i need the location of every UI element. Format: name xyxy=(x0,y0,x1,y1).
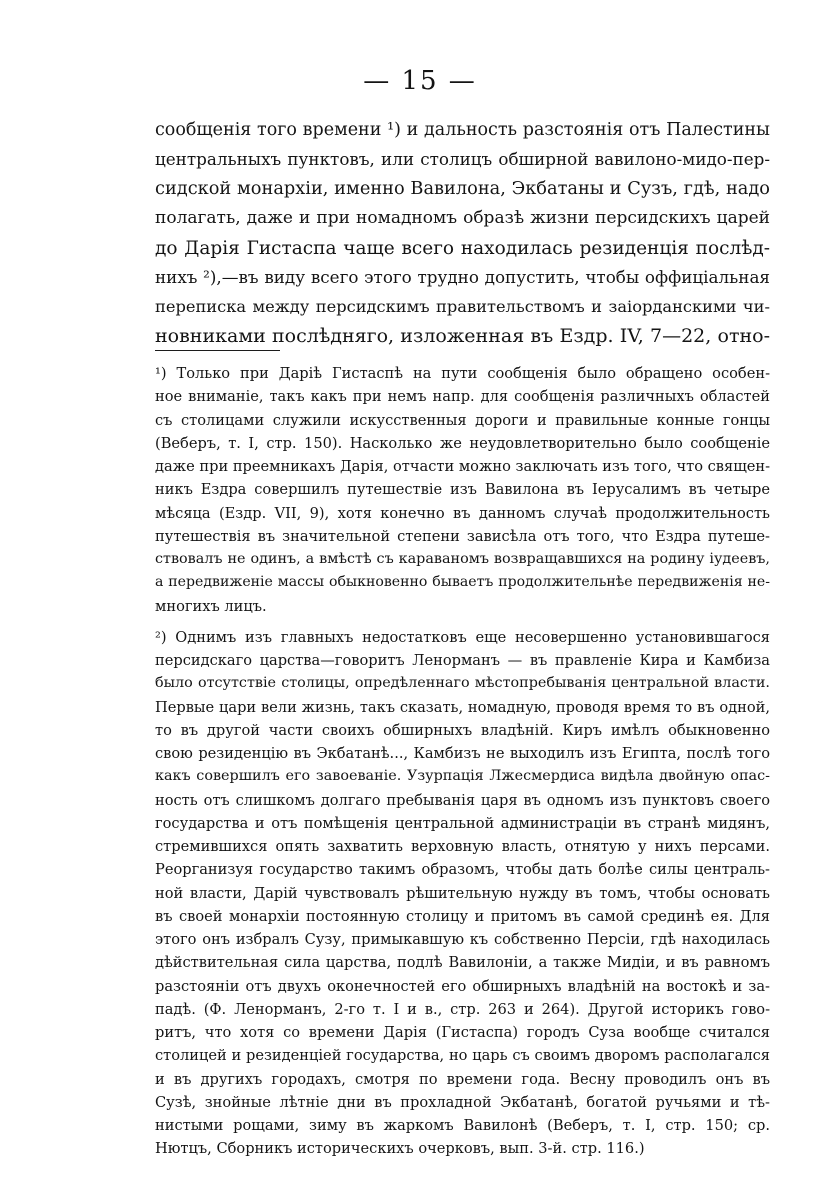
footnote-line: многихъ лицъ. xyxy=(155,597,267,615)
body-line: до Дарія Гистаспа чаще всего находилась резиденція послѣд- xyxy=(155,237,770,259)
footnote-separator xyxy=(155,350,280,351)
footnote-line: мѣсяца (Ездр. VII, 9), хотя конечно въ данномъ случаѣ продолжительность xyxy=(155,504,770,522)
footnote-line: и въ другихъ городахъ, смотря по времени года. Весну проводилъ онъ въ xyxy=(155,1070,770,1088)
body-line: переписка между персидскимъ правительствомъ и заіорданскими чи- xyxy=(155,297,770,317)
main-text xyxy=(155,116,770,351)
page-number: — 15 — xyxy=(363,66,477,96)
footnote-line: нистыми рощами, зиму въ жаркомъ Вавилонѣ (Веберъ, т. I, стр. 150; ср. xyxy=(155,1117,770,1134)
footnote-line: а передвиженіе массы обыкновенно бываетъ продолжительнѣе передвиженія не- xyxy=(155,574,770,591)
footnote-line: было отсутствіе столицы, опредѣленнаго мѣстопребыванія центральной власти. xyxy=(155,675,770,692)
footnote-line: никъ Ездра совершилъ путешествіе изъ Вавилона въ Іерусалимъ въ четыре xyxy=(155,481,770,499)
footnote-line: дѣйствительная сила царства, подлѣ Вавилоніи, а также Мидіи, и въ равномъ xyxy=(155,954,770,972)
footnote-line: падѣ. (Ф. Ленорманъ, 2-го т. I и в., стр. 263 и 264). Другой историкъ гово- xyxy=(155,1000,770,1018)
body-line: сообщенія того времени ¹) и дальность разстоянія отъ Палестины xyxy=(155,120,770,140)
footnote-line: ритъ, что хотя со времени Дарія (Гистаспа) городъ Суза вообще считался xyxy=(155,1024,770,1041)
footnote-line: ствовалъ не одинъ, а вмѣстѣ съ караваномъ возвращавшихся на родину іудеевъ, xyxy=(155,551,770,567)
footnote-gap xyxy=(155,618,770,626)
footnote-line: Сузѣ, знойные лѣтніе дни въ прохладной Экбатанѣ, богатой ручьями и тѣ- xyxy=(155,1093,770,1111)
footnote-line: ность отъ слишкомъ долгаго пребыванія царя въ одномъ изъ пунктовъ своего xyxy=(155,791,770,809)
body-line: новниками послѣдняго, изложенная въ Ездр. IV, 7—22, отно- xyxy=(155,324,770,347)
footnote-line: Нютцъ, Сборникъ историческихъ очерковъ, вып. 3-й. стр. 116.) xyxy=(155,1140,645,1158)
footnote-line: (Веберъ, т. I, стр. 150). Насколько же неудовлетворительно было сообщеніе xyxy=(155,434,770,452)
footnote-line: стремившихся опять захватить верховную власть, отнятую у нихъ персами. xyxy=(155,838,770,855)
footnote-line: Первые цари вели жизнь, такъ сказать, номадную, проводя время то въ одной, xyxy=(155,698,770,716)
footnote-line: съ столицами служили искусственныя дороги и правильные конные гонцы xyxy=(155,411,770,429)
footnote-line: персидскаго царства—говоритъ Ленорманъ — въ правленіе Кира и Камбиза xyxy=(155,652,770,669)
footnote-line: въ своей монархіи постоянную столицу и притомъ въ самой срединѣ ея. Для xyxy=(155,907,770,925)
footnote-2 xyxy=(155,626,770,1161)
body-line: полагать, даже и при номадномъ образѣ жизни персидскихъ царей xyxy=(155,208,770,229)
footnote-line: Реорганизуя государство такимъ образомъ, чтобы дать болѣе силы централь- xyxy=(155,861,770,879)
footnote-line: столицей и резиденціей государства, но царь съ своимъ дворомъ располагался xyxy=(155,1047,770,1065)
footnote-line: ²) Однимъ изъ главныхъ недостатковъ еще несовершенно установившагося xyxy=(155,628,770,646)
footnote-line: какъ совершилъ его завоеваніе. Узурпація Лжесмердиса видѣла двойную опас- xyxy=(155,768,770,785)
body-line: нихъ ²),—въ виду всего этого трудно допустить, чтобы оффиціальная xyxy=(155,266,770,287)
footnote-line: государства и отъ помѣщенія центральной администраціи въ странѣ мидянъ, xyxy=(155,814,770,832)
footnotes xyxy=(155,362,770,1161)
footnote-line: разстояніи отъ двухъ оконечностей его обширныхъ владѣній на востокѣ и за- xyxy=(155,977,770,995)
footnote-line: ¹) Только при Даріѣ Гистаспѣ на пути сообщенія было обращено особен- xyxy=(155,365,770,382)
footnote-line: даже при преемникахъ Дарія, отчасти можно заключать изъ того, что священ- xyxy=(155,458,771,475)
footnote-line: этого онъ избралъ Сузу, примыкавшую къ собственно Персіи, гдѣ находилась xyxy=(155,931,770,948)
footnote-line: путешествія въ значительной степени зависѣла отъ того, что Ездра путеше- xyxy=(155,527,770,545)
footnote-line: то въ другой части своихъ обширныхъ владѣній. Киръ имѣлъ обыкновенно xyxy=(155,721,770,739)
footnote-1 xyxy=(155,362,770,618)
body-line: сидской монархіи, именно Вавилона, Экбатаны и Сузъ, гдѣ, надо xyxy=(155,178,770,199)
body-line: центральныхъ пунктовъ, или столицъ обширной вавилоно-мидо-пер- xyxy=(155,149,770,170)
footnote-line: ное вниманіе, такъ какъ при немъ напр. для сообщенія различныхъ областей xyxy=(155,388,770,406)
footnote-line: свою резиденцію въ Экбатанѣ..., Камбизъ не выходилъ изъ Египта, послѣ того xyxy=(155,745,770,762)
footnote-line: ной власти, Дарій чувствовалъ рѣшительную нужду въ томъ, чтобы основать xyxy=(155,884,770,902)
